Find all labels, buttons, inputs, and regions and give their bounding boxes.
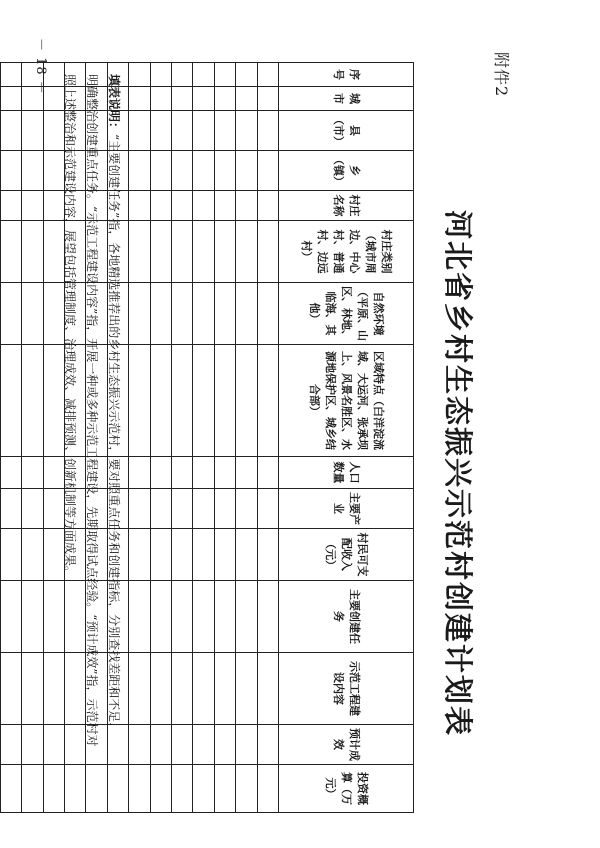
- col-header-investment: 投资概算（万元）: [279, 765, 414, 813]
- table-cell[interactable]: [172, 283, 193, 345]
- page-number: － 18 －: [33, 38, 48, 95]
- table-cell[interactable]: [150, 283, 171, 345]
- table-cell[interactable]: [214, 63, 235, 87]
- fill-instructions-line-2: 明确整治创建重点任务。“示范工程建设内容”指，开展一种或多种示范工程建设，先期取得试点经验。“预计成效”指，示范村对: [85, 74, 99, 747]
- table-cell[interactable]: [257, 345, 278, 457]
- table-cell[interactable]: [22, 345, 43, 457]
- table-cell[interactable]: [257, 457, 278, 489]
- col-header-expected-results: 预计成效: [279, 725, 414, 765]
- table-row: [22, 63, 43, 813]
- table-cell[interactable]: [193, 345, 214, 457]
- table-cell[interactable]: [214, 221, 235, 283]
- table-row: [129, 63, 150, 813]
- table-row: [236, 63, 257, 813]
- table-cell[interactable]: [172, 221, 193, 283]
- table-cell[interactable]: [0, 283, 21, 345]
- table-cell[interactable]: [193, 725, 214, 765]
- table-cell[interactable]: [0, 151, 21, 191]
- table-cell[interactable]: [129, 111, 150, 151]
- table-cell[interactable]: [214, 283, 235, 345]
- col-header-city: 城市: [279, 87, 414, 111]
- table-cell[interactable]: [236, 191, 257, 221]
- table-cell[interactable]: [150, 765, 171, 813]
- col-header-natural-environment: 自然环境（平原、山区、林地、临海、其他）: [279, 283, 414, 345]
- table-cell[interactable]: [257, 489, 278, 529]
- table-cell[interactable]: [236, 529, 257, 581]
- table-cell[interactable]: [236, 457, 257, 489]
- table-cell[interactable]: [193, 151, 214, 191]
- table-cell[interactable]: [22, 111, 43, 151]
- table-cell[interactable]: [0, 191, 21, 221]
- table-cell[interactable]: [236, 63, 257, 87]
- table-cell[interactable]: [214, 345, 235, 457]
- col-header-index: 序号: [279, 63, 414, 87]
- table-cell[interactable]: [172, 765, 193, 813]
- table-cell[interactable]: [172, 151, 193, 191]
- table-cell[interactable]: [236, 221, 257, 283]
- table-cell[interactable]: [236, 87, 257, 111]
- table-cell[interactable]: [172, 653, 193, 725]
- table-cell[interactable]: [129, 653, 150, 725]
- col-header-county: 县（市）: [279, 111, 414, 151]
- table-row: [257, 63, 278, 813]
- table-cell[interactable]: [214, 725, 235, 765]
- table-cell[interactable]: [150, 725, 171, 765]
- table-cell[interactable]: [236, 151, 257, 191]
- table-cell[interactable]: [214, 765, 235, 813]
- table-cell[interactable]: [257, 87, 278, 111]
- table-cell[interactable]: [0, 63, 21, 87]
- table-cell[interactable]: [193, 581, 214, 653]
- col-header-township: 乡（镇）: [279, 151, 414, 191]
- table-row: [214, 63, 235, 813]
- table-cell[interactable]: [172, 111, 193, 151]
- table-cell[interactable]: [172, 529, 193, 581]
- table-cell[interactable]: [236, 489, 257, 529]
- table-cell[interactable]: [22, 765, 43, 813]
- table-cell[interactable]: [0, 529, 21, 581]
- table-cell[interactable]: [257, 765, 278, 813]
- table-cell[interactable]: [257, 191, 278, 221]
- table-cell[interactable]: [214, 457, 235, 489]
- table-cell[interactable]: [214, 529, 235, 581]
- attachment-label: 附件2: [492, 52, 511, 98]
- table-cell[interactable]: [193, 765, 214, 813]
- table-cell[interactable]: [22, 529, 43, 581]
- table-cell[interactable]: [129, 191, 150, 221]
- table-cell[interactable]: [129, 457, 150, 489]
- table-cell[interactable]: [150, 581, 171, 653]
- table-cell[interactable]: [214, 111, 235, 151]
- table-cell[interactable]: [0, 581, 21, 653]
- table-cell[interactable]: [193, 489, 214, 529]
- table-cell[interactable]: [150, 87, 171, 111]
- table-cell[interactable]: [236, 765, 257, 813]
- table-cell[interactable]: [172, 489, 193, 529]
- table-row: [0, 63, 21, 813]
- table-cell[interactable]: [214, 653, 235, 725]
- table-row: [150, 63, 171, 813]
- table-cell[interactable]: [150, 345, 171, 457]
- table-cell[interactable]: [257, 111, 278, 151]
- col-header-regional-features: 区域特点（白洋淀流域、大运河、张承坝上、风景名胜区、水源地保护区、城乡结合部）: [279, 345, 414, 457]
- table-cell[interactable]: [0, 87, 21, 111]
- table-cell[interactable]: [129, 221, 150, 283]
- table-cell[interactable]: [22, 653, 43, 725]
- table-cell[interactable]: [129, 581, 150, 653]
- fill-instructions-label: 填表说明：: [107, 74, 121, 135]
- table-cell[interactable]: [22, 457, 43, 489]
- table-cell[interactable]: [129, 345, 150, 457]
- table-cell[interactable]: [193, 221, 214, 283]
- col-header-demo-projects: 示范工程建设内容: [279, 653, 414, 725]
- table-cell[interactable]: [172, 63, 193, 87]
- table-cell[interactable]: [257, 283, 278, 345]
- fill-instructions-line-1: [103, 74, 125, 794]
- table-cell[interactable]: [236, 725, 257, 765]
- table-cell[interactable]: [150, 529, 171, 581]
- table-cell[interactable]: [22, 725, 43, 765]
- table-cell[interactable]: [214, 87, 235, 111]
- table-cell[interactable]: [0, 345, 21, 457]
- table-cell[interactable]: [22, 489, 43, 529]
- table-row: [193, 63, 214, 813]
- table-cell[interactable]: [0, 653, 21, 725]
- table-cell[interactable]: [172, 581, 193, 653]
- table-cell[interactable]: [22, 191, 43, 221]
- col-header-population: 人口数量: [279, 457, 414, 489]
- table-cell[interactable]: [193, 283, 214, 345]
- table-cell[interactable]: [236, 111, 257, 151]
- table-cell[interactable]: [172, 457, 193, 489]
- table-cell[interactable]: [236, 653, 257, 725]
- table-cell[interactable]: [129, 87, 150, 111]
- table-cell[interactable]: [236, 345, 257, 457]
- page-title: 河北省乡村生态振兴示范村创建计划表: [441, 210, 475, 738]
- table-row: [172, 63, 193, 813]
- table-cell[interactable]: [193, 63, 214, 87]
- table-cell[interactable]: [0, 725, 21, 765]
- col-header-main-industry: 主要产业: [279, 489, 414, 529]
- table-cell[interactable]: [214, 581, 235, 653]
- fill-instructions-line-3: 照上述整治和示范建设内容，展望包括管理制度、治理成效、减排预测、创新机制等方面成果。: [63, 74, 77, 579]
- table-cell[interactable]: [193, 87, 214, 111]
- col-header-village-type: 村庄类别（城市周边、中心村、普通村、边远村）: [279, 221, 414, 283]
- table-cell[interactable]: [150, 653, 171, 725]
- table-cell[interactable]: [0, 111, 21, 151]
- table-cell[interactable]: [257, 63, 278, 87]
- table-cell[interactable]: [22, 283, 43, 345]
- table-cell[interactable]: [236, 581, 257, 653]
- table-cell[interactable]: [172, 725, 193, 765]
- table-cell[interactable]: [257, 581, 278, 653]
- table-cell[interactable]: [150, 191, 171, 221]
- table-cell[interactable]: [193, 457, 214, 489]
- table-cell[interactable]: [0, 221, 21, 283]
- table-cell[interactable]: [129, 725, 150, 765]
- table-cell[interactable]: [193, 111, 214, 151]
- table-cell[interactable]: [257, 529, 278, 581]
- table-cell[interactable]: [150, 221, 171, 283]
- table-cell[interactable]: [129, 151, 150, 191]
- table-cell[interactable]: [150, 489, 171, 529]
- table-header-row: [279, 63, 414, 813]
- table-cell[interactable]: [129, 63, 150, 87]
- table-cell[interactable]: [0, 489, 21, 529]
- table-cell[interactable]: [172, 345, 193, 457]
- table-cell[interactable]: [22, 221, 43, 283]
- table-cell[interactable]: [214, 191, 235, 221]
- table-cell[interactable]: [236, 283, 257, 345]
- col-header-main-tasks: 主要创建任务: [279, 581, 414, 653]
- table-cell[interactable]: [150, 111, 171, 151]
- col-header-disposable-income: 村民可支配收入（元）: [279, 529, 414, 581]
- table-cell[interactable]: [0, 457, 21, 489]
- table-cell[interactable]: [150, 151, 171, 191]
- table-cell[interactable]: [214, 151, 235, 191]
- table-cell[interactable]: [172, 87, 193, 111]
- table-cell[interactable]: [150, 457, 171, 489]
- col-header-village-name: 村庄名称: [279, 191, 414, 221]
- table-cell[interactable]: [193, 529, 214, 581]
- table-cell[interactable]: [129, 283, 150, 345]
- table-cell[interactable]: [129, 489, 150, 529]
- table-cell[interactable]: [0, 765, 21, 813]
- table-cell[interactable]: [193, 653, 214, 725]
- table-cell[interactable]: [257, 151, 278, 191]
- table-cell[interactable]: [22, 151, 43, 191]
- table-cell[interactable]: [214, 489, 235, 529]
- table-cell[interactable]: [257, 653, 278, 725]
- table-cell[interactable]: [257, 725, 278, 765]
- table-cell[interactable]: [257, 221, 278, 283]
- table-cell[interactable]: [22, 581, 43, 653]
- table-cell[interactable]: [129, 765, 150, 813]
- table-cell[interactable]: [129, 529, 150, 581]
- table-cell[interactable]: [193, 191, 214, 221]
- fill-instructions-text: “主要创建任务”指，各地精选推荐出的乡村生态振兴示范村，要对照重点任务和创建指标，分别查找差距和不足，: [107, 134, 121, 735]
- table-cell[interactable]: [172, 191, 193, 221]
- table-cell[interactable]: [150, 63, 171, 87]
